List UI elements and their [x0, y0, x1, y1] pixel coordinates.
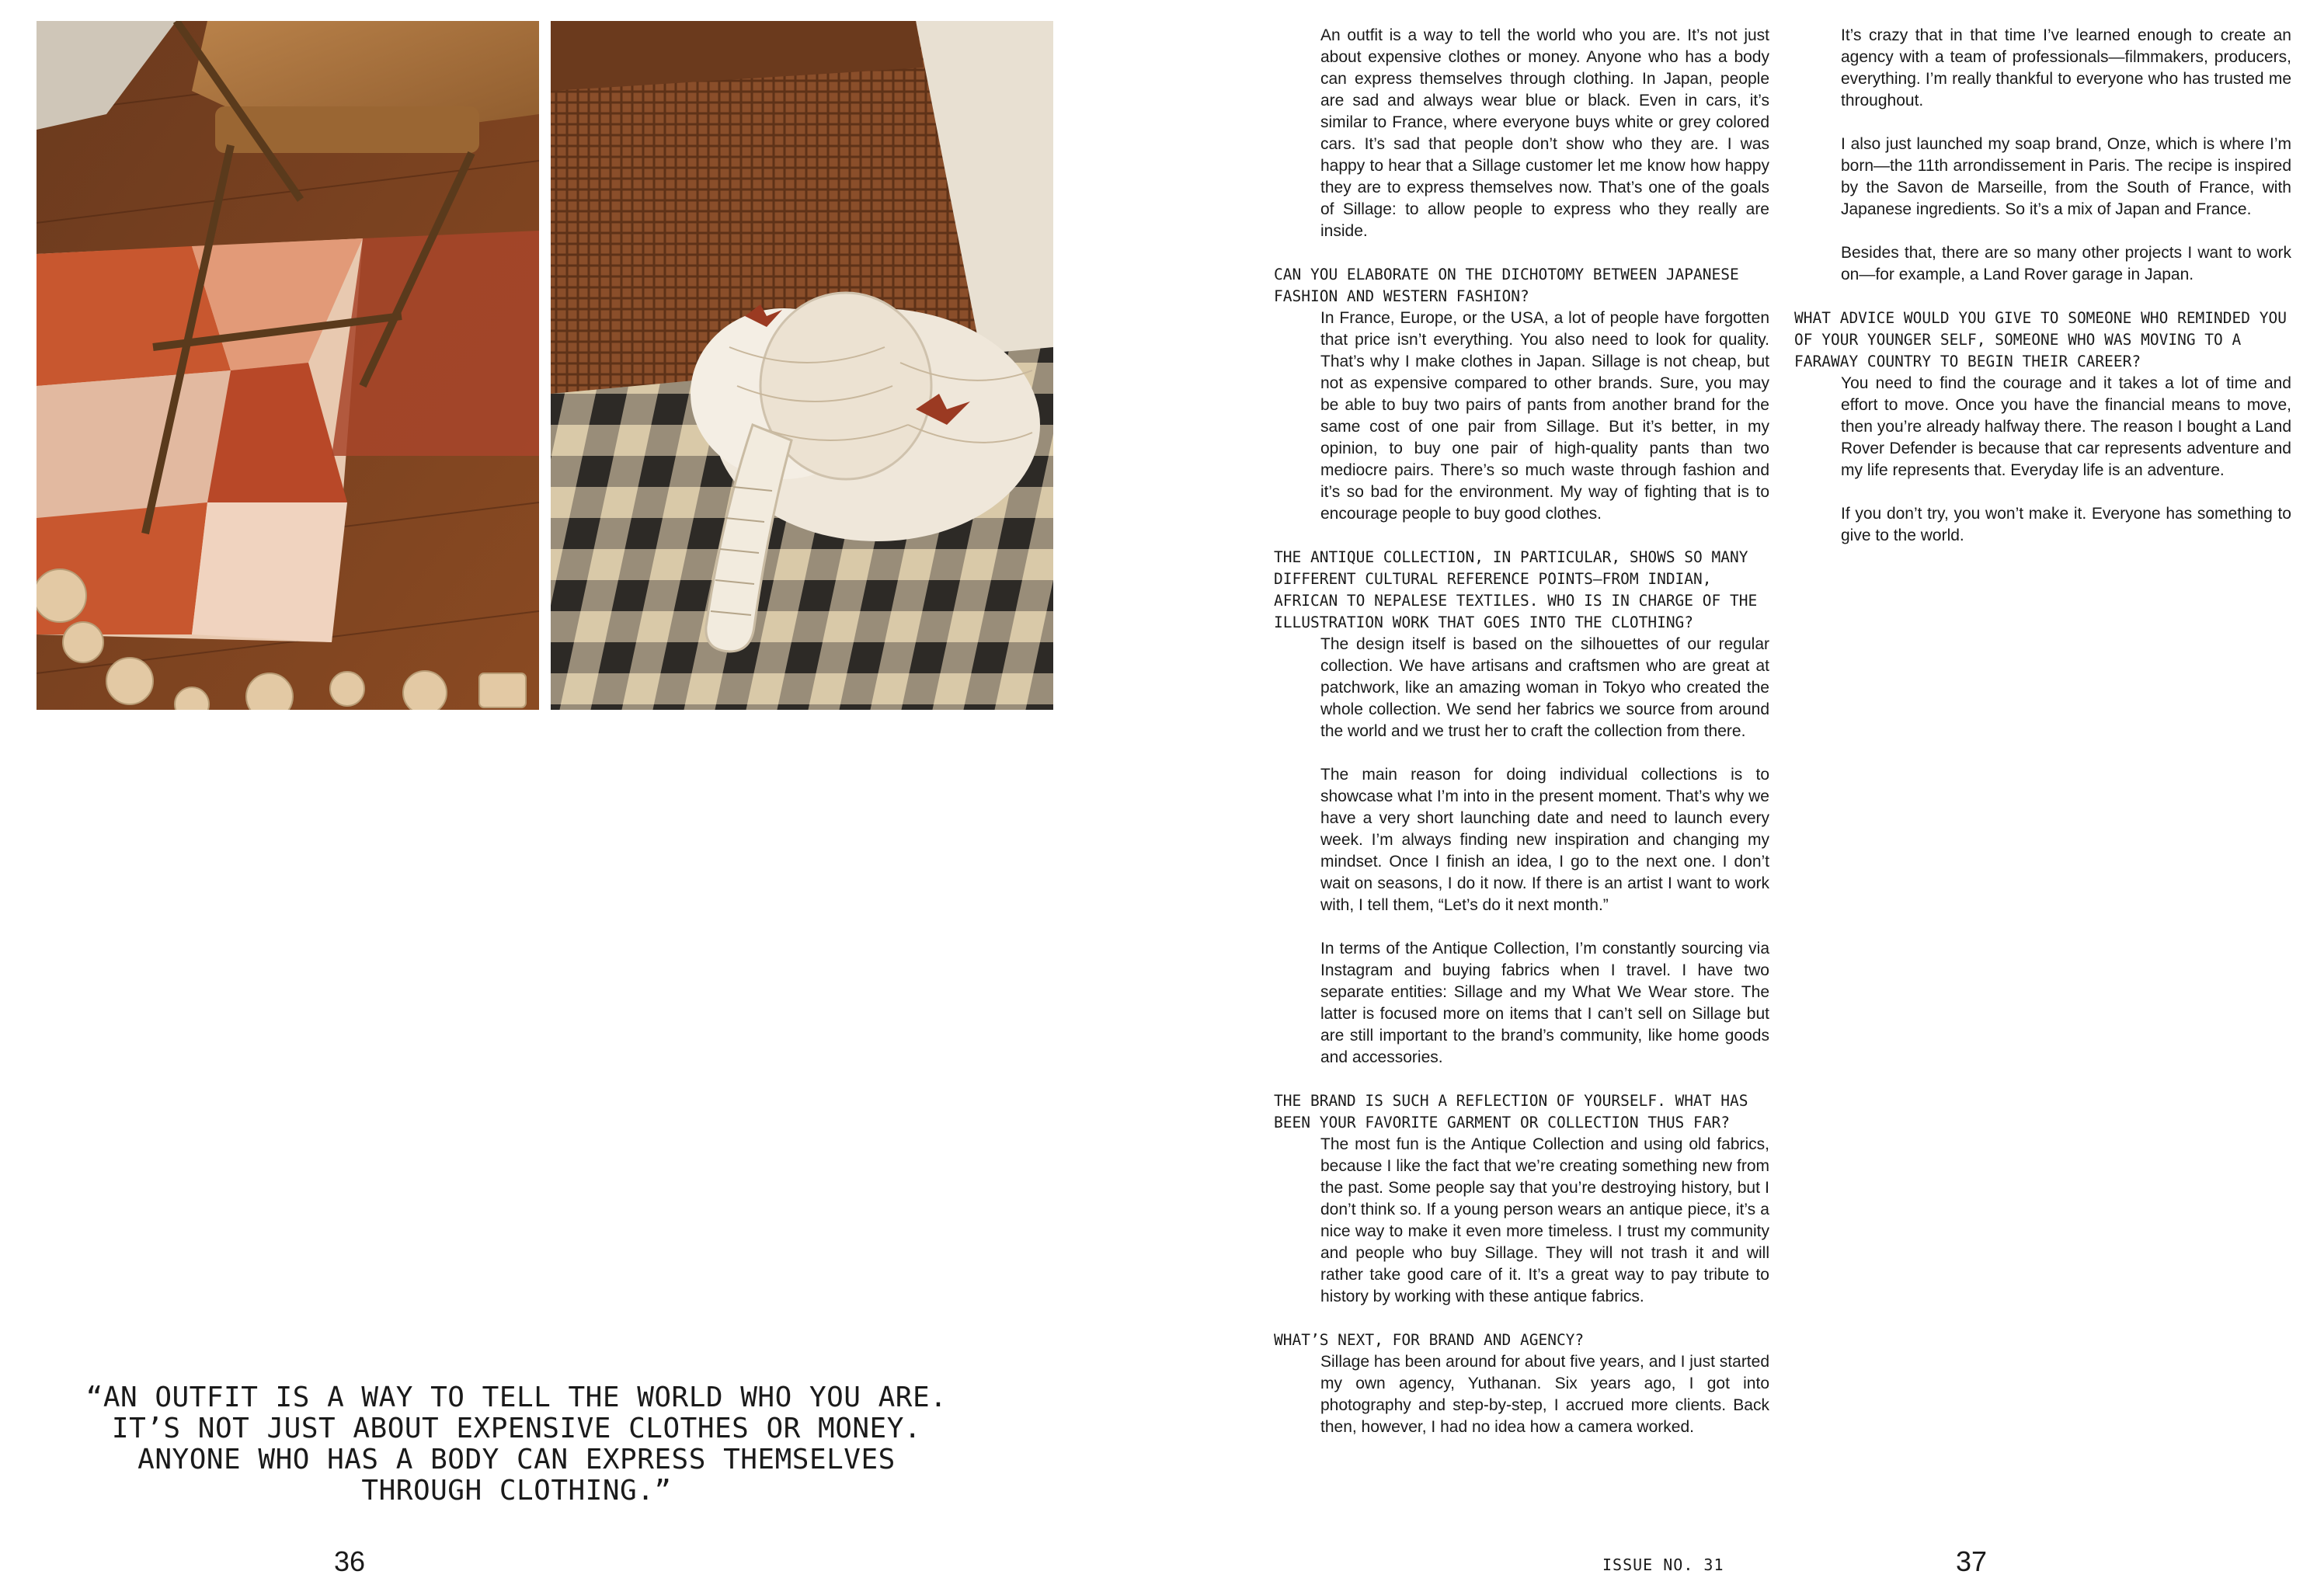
- answer-paragraph: If you don’t try, you won’t make it. Everyone has something to give to the world.: [1841, 505, 2291, 544]
- answer-paragraph: The most fun is the Antique Collection and using old fabrics, because I like the fact that we’re creating something new from the past. Some people say that you’re destroying history, but I don’t think so. If a young person wears an antique piece, it’s a nice way to make it even more timeless. I trust my community and people who buy Sillage. They will not trash it and will rather take good care of it. It’s a great way to pay tribute to history by working with these antique fabrics.: [1320, 1135, 1769, 1305]
- chair-photo-image: [37, 21, 539, 710]
- answer-paragraph: In France, Europe, or the USA, a lot of people have forgotten that price isn’t everything. You also need to look for quality. That’s why I make clothes in Japan. Sillage is not cheap, but not as expensive compared to other brands. Sure, you may be able to buy two pairs of pants from another brand for the same cost of one pair from Sillage. But it’s better, in my opinion, to buy one pair of high-quality pants than two mediocre pairs. There’s so much waste through fashion and it’s so bad for the environment. My way of fighting that is to encourage people to buy good clothes.: [1320, 309, 1769, 523]
- text-column-left: [1274, 25, 1769, 1438]
- elephant-toy-photo: [551, 21, 1053, 710]
- elephant-toy-photo-image: [551, 21, 1053, 710]
- answer-paragraph: Sillage has been around for about five years, and I just started my own agency, Yuthanan. Six years ago, I got into photography and step-by-step, I accrued more clients. Back then, however, I had no idea how a camera worked.: [1320, 1353, 1769, 1436]
- page-number-left: 36: [334, 1545, 366, 1577]
- text-column-right: [1794, 25, 2291, 547]
- interview-question: THE BRAND IS SUCH A REFLECTION OF YOURSELF. WHAT HAS BEEN YOUR FAVORITE GARMENT OR COLLECTION THUS FAR?: [1274, 1092, 1748, 1131]
- answer-paragraph: Besides that, there are so many other projects I want to work on—for example, a Land Rover garage in Japan.: [1841, 244, 2291, 283]
- answer-paragraph: I also just launched my soap brand, Onze, which is where I’m born—the 11th arrondissement in Paris. The recipe is inspired by the Savon de Marseille, from the South of France, with Japanese ingredients. So it’s a mix of Japan and France.: [1841, 135, 2291, 218]
- answer-paragraph: An outfit is a way to tell the world who you are. It’s not just about expensive clothes or money. Anyone who has a body can express themselves through clothing. In Japan, people are sad and always wear blue or black. Even in cars, it’s similar to France, where everyone buys white or grey colored cars. It’s sad that people don’t show who they are. I was happy to hear that a Sillage customer let me know how happy they are to express themselves now. That’s one of the goals of Sillage: to allow people to express who they really are inside.: [1320, 26, 1769, 240]
- interview-question: WHAT ADVICE WOULD YOU GIVE TO SOMEONE WHO REMINDED YOU OF YOUR YOUNGER SELF, SOMEONE WHO WAS MOVING TO A FARAWAY COUNTRY TO BEGIN THEIR CAREER?: [1794, 309, 2287, 370]
- pull-quote: “AN OUTFIT IS A WAY TO TELL THE WORLD WHO YOU ARE. IT’S NOT JUST ABOUT EXPENSIVE CLOTHES OR MONEY. ANYONE WHO HAS A BODY CAN EXPRESS THEMSELVES THROUGH CLOTHING.”: [85, 1382, 948, 1507]
- interview-question: CAN YOU ELABORATE ON THE DICHOTOMY BETWEEN JAPANESE FASHION AND WESTERN FASHION?: [1274, 266, 1739, 305]
- chair-photo: [37, 21, 539, 710]
- answer-paragraph: In terms of the Antique Collection, I’m constantly sourcing via Instagram and buying fabrics when I travel. I have two separate entities: Sillage and my What We Wear store. The latter is focused more on items that I can’t sell on Sillage but are still important to the brand’s community, like home goods and accessories.: [1320, 940, 1769, 1066]
- answer-paragraph: The design itself is based on the silhouettes of our regular collection. We have artisans and craftsmen who are great at patchwork, like an amazing woman in Tokyo who created the whole collection. We send her fabrics we source from around the world and we trust her to craft the collection from there.: [1320, 635, 1769, 740]
- answer-paragraph: It’s crazy that in that time I’ve learned enough to create an agency with a team of professionals—filmmakers, producers, everything. I’m really thankful to everyone who has trusted me throughout.: [1841, 26, 2291, 109]
- page-number-right: 37: [1956, 1545, 1988, 1577]
- interview-question: THE ANTIQUE COLLECTION, IN PARTICULAR, SHOWS SO MANY DIFFERENT CULTURAL REFERENCE POINTS—FROM INDIAN, AFRICAN TO NEPALESE TEXTILES. WHO IS IN CHARGE OF THE ILLUSTRATION WORK THAT GOES INTO THE CLOTHING?: [1274, 548, 1758, 631]
- issue-label: ISSUE NO. 31: [1602, 1556, 1724, 1574]
- answer-paragraph: The main reason for doing individual collections is to showcase what I’m into in the present moment. That’s why we have a very short launching date and need to launch every week. I’m always finding new inspiration and changing my mindset. Once I finish an idea, I go to the next one. I don’t wait on seasons, I do it now. If there is an artist I want to work with, I tell them, “Let’s do it next month.”: [1320, 766, 1769, 914]
- answer-paragraph: You need to find the courage and it takes a lot of time and effort to move. Once you have the financial means to move, then you’re already halfway there. The reason I bought a Land Rover Defender is because that car represents adventure and my life represents that. Everyday life is an adventure.: [1841, 374, 2291, 479]
- interview-question: WHAT’S NEXT, FOR BRAND AND AGENCY?: [1274, 1331, 1585, 1349]
